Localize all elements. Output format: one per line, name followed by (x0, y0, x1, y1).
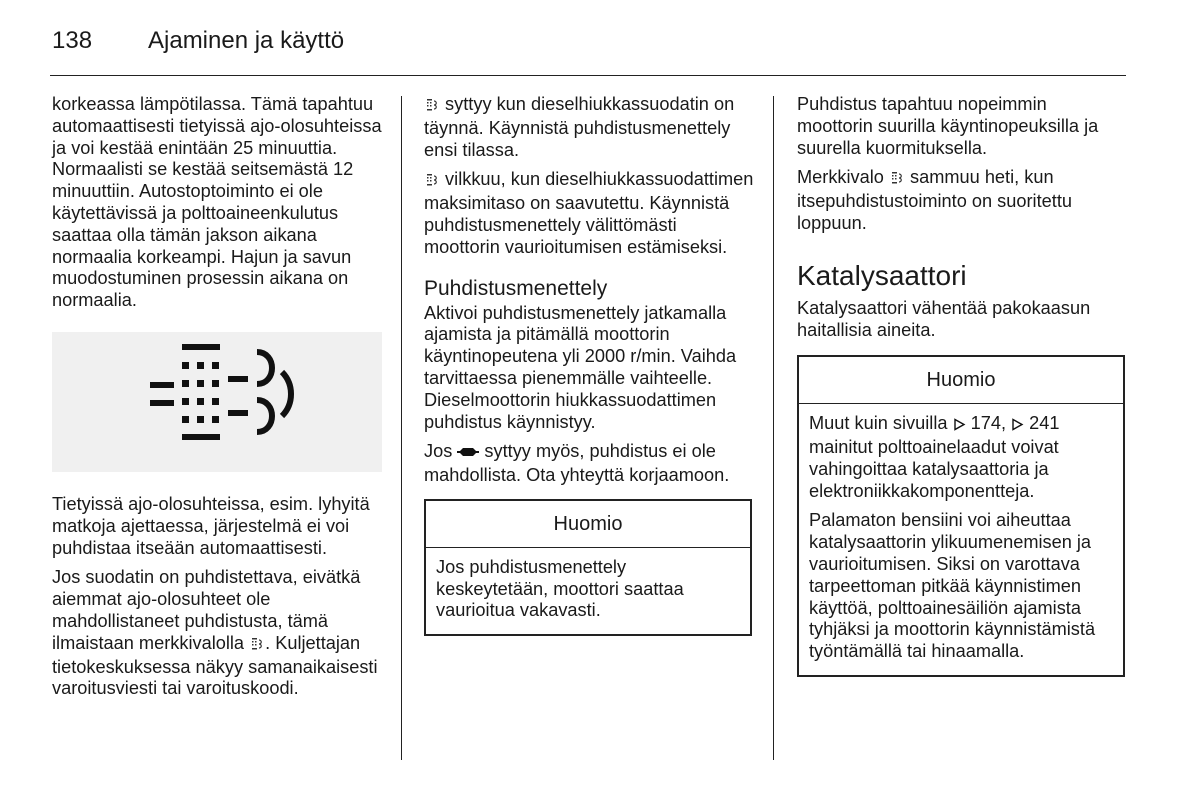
column-divider (773, 96, 774, 760)
page-reference-arrow-icon (953, 415, 966, 437)
notice-box (424, 499, 752, 636)
column-1 (52, 94, 382, 708)
notice-title: Huomio (799, 357, 1123, 404)
column-3 (797, 94, 1125, 677)
paragraph: Merkkivalo sammuu heti, kun itsepuhdistustoiminto on suoritettu loppuun. (797, 167, 1072, 233)
diesel-particulate-filter-icon (889, 169, 905, 191)
paragraph: Tietyissä ajo-olosuhteissa, esim. lyhyitä matkoja ajettaessa, järjestelmä ei voi puhdistaa itseään automaattisesti. (52, 493, 370, 558)
diesel-particulate-filter-icon (424, 96, 440, 118)
page-number: 138 (52, 27, 93, 54)
notice-title: Huomio (426, 501, 750, 548)
column-divider (401, 96, 402, 760)
diesel-particulate-filter-icon (52, 332, 382, 472)
section-heading: Puhdistusmenettely (424, 276, 608, 300)
notice-box (797, 355, 1125, 677)
section-heading: Katalysaattori (797, 259, 967, 291)
paragraph: vilkkuu, kun dieselhiukkassuodattimen maksimitaso on saavutettu. Käynnistä puhdistusmenettely välittömästi moottorin vaurioitumisen estämiseksi. (424, 169, 754, 257)
paragraph: Jos syttyy myös, puhdistus ei ole mahdollista. Ota yhteyttä korjaamoon. (424, 441, 730, 486)
paragraph: Puhdistus tapahtuu nopeimmin moottorin suurilla käyntinopeuksilla ja suurella kuormituksella. (797, 94, 1099, 158)
paragraph: korkeassa lämpötilassa. Tämä tapahtuu automaattisesti tietyissä ajo-olosuhteissa ja voi kestää enintään 25 minuuttia. Normaalisti se kestää seitsemästä 12 minuuttiin. Autostoptoiminto ei ole käytettävissä ja polttoaineenkulutus saattaa olla tämän jakson aikana normaalia korkeampi. Hajun ja savun muodostuminen prosessin aikana on normaalia. (52, 94, 382, 311)
page-title: Ajaminen ja käyttö (148, 27, 345, 54)
paragraph: Katalysaattori vähentää pakokaasun haitallisia aineita. (797, 297, 1091, 340)
check-engine-icon (457, 443, 479, 465)
page-reference-arrow-icon (1011, 415, 1024, 437)
paragraph: Jos suodatin on puhdistettava, eivätkä aiemmat ajo-olosuhteet ole mahdollistaneet puhdistusta, tämä ilmaistaan merkkivalolla . Kuljettajan tietokeskuksessa näkyy samanaikaisesti varoitusviesti tai varoituskoodi. (52, 567, 378, 699)
diesel-particulate-filter-icon (424, 171, 440, 193)
paragraph: Aktivoi puhdistusmenettely jatkamalla ajamista ja pitämällä moottorin käyntinopeutena yli 2000 r/min. Vaihda tarvittaessa pienemmälle vaihteelle. Dieselmoottorin hiukkassuodattimen puhdistus käynnistyy. (424, 302, 737, 432)
notice-text: Muut kuin sivuilla 174, 241 mainitut polttoainelaadut voivat vahingoittaa katalysaattoria ja elektroniikkakomponentteja. (809, 413, 1060, 501)
notice-text: Palamaton bensiini voi aiheuttaa katalysaattorin ylikuumenemisen ja vaurioitumisen. Siksi on varottava tarpeettoman pitkää käynnistimen käyttöä, polttoainesäiliön ajamista tyhjäksi ja moottorin käynnistämistä työntämällä tai hinaamalla. (809, 510, 1096, 662)
notice-text: Jos puhdistusmenettely keskeytetään, moottori saattaa vaurioitua vakavasti. (436, 556, 684, 621)
paragraph: syttyy kun dieselhiukkassuodatin on täynnä. Käynnistä puhdistusmenettely ensi tilassa. (424, 94, 735, 160)
filter-symbol-figure (52, 332, 382, 472)
header-rule (50, 75, 1126, 76)
column-2 (424, 94, 754, 636)
diesel-particulate-filter-icon (249, 635, 265, 657)
